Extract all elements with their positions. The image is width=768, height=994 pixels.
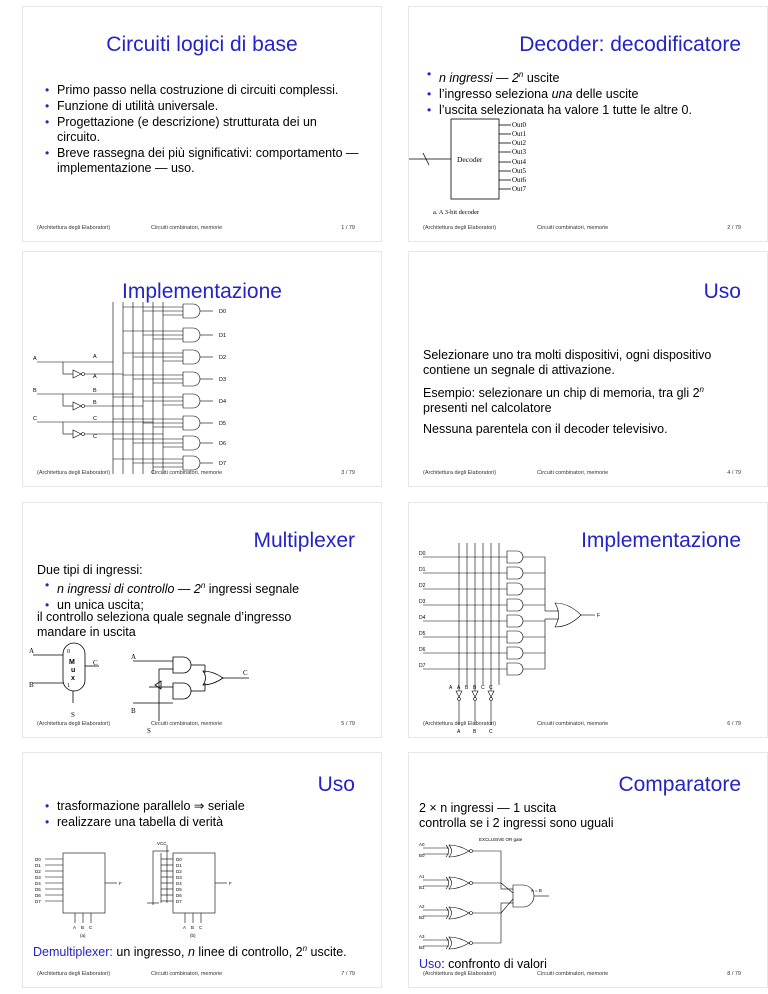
input-label: B3 [419,945,425,950]
select-label: B [473,729,477,735]
inverter-label: C [481,685,485,691]
input-label: D4 [35,881,41,886]
outro-text: il controllo seleziona quale segnale d’ingresso mandare in uscita [37,610,292,639]
page-number: 8 / 79 [727,971,741,977]
inverter-label: A [449,685,453,691]
output-label: D3 [219,377,227,383]
demux-em: n [187,945,195,960]
data-input-label: D4 [419,615,426,621]
slide-title: Implementazione [122,280,282,303]
demux-term: Demultiplexer: [33,945,113,960]
mux-letter: u [71,667,76,674]
bullet: • realizzare una tabella di verità [43,815,363,830]
bullet: • trasformazione parallelo ⇒ seriale [43,799,363,814]
wire-label: C [93,434,97,440]
wire-label: B [93,400,97,406]
paragraph: Selezionare uno tra molti dispositivi, ogni dispositivo contiene un segnale di attivazione. [423,348,712,377]
mux-input-b: B [29,681,34,689]
footer-topic: Circuiti combinatori, memorie [537,470,609,476]
bullet-post: ingressi segnale [205,582,300,597]
output-label: F [119,881,122,886]
input-label: D7 [176,899,182,904]
select-label: C [199,925,203,930]
mux-letter: x [71,675,75,682]
footer-topic: Circuiti combinatori, memorie [151,721,223,727]
select-label: A [457,729,461,735]
input-label: B1 [419,885,425,890]
inverter-label: B [473,685,477,691]
decoder-figure: 3 Decoder Out0 Out1 Out2 Out3 Out4 Out5 Out6 Out7 a. A 3-bit decoder [401,121,526,216]
page-number: 5 / 79 [341,721,355,727]
input-label: D3 [35,875,41,880]
bullet: • un unica uscita; [43,598,363,613]
select-label: A [73,925,77,930]
output-label: D2 [219,355,227,361]
data-input-label: D3 [419,599,426,605]
select-label: B [191,925,195,930]
bullet: • l’uscita selezionata ha valore 1 tutte le altre 0. [425,103,755,118]
description: 2 × n ingressi — 1 uscita [419,801,557,815]
slide-7 [22,752,382,988]
page-number: 1 / 79 [341,225,355,231]
footer-course: (Architettura degli Elaboratori) [37,225,111,231]
slide-title: Uso [317,773,355,796]
output-label: D6 [219,441,227,447]
output-label: D1 [219,333,227,339]
bullet: • Breve rassegna dei più significativi: comportamento — implementazione — uso. [43,146,363,176]
data-input-label: D1 [419,567,426,573]
gate-select: S [147,727,151,735]
output-label: A = B [531,888,542,893]
inverter-label: B [465,685,469,691]
bullet-pre: n ingressi di controllo — 2 [57,582,201,597]
input-label: B2 [419,915,425,920]
select-label: C [89,925,93,930]
superscript: n [200,581,206,590]
input-label: B0 [419,853,425,858]
output-label: D5 [219,421,227,427]
paragraph [423,382,723,416]
slide-3 [22,251,382,487]
mux-letter: M [69,659,75,666]
demux-text: un ingresso, [112,945,188,960]
superscript: n [518,70,524,79]
input-label: D5 [176,887,182,892]
input-label: D5 [35,887,41,892]
footer-topic: Circuiti combinatori, memorie [151,971,223,977]
input-label: D0 [176,857,182,862]
multiplexer-circuit [409,503,768,738]
output-label: Out0 [512,121,526,129]
footer-topic: Circuiti combinatori, memorie [537,971,609,977]
xor-gate-label: EXCLUSIVE OR gate [479,837,523,842]
paragraph: Nessuna parentela con il decoder televisivo. [423,422,668,436]
input-label: D7 [35,899,41,904]
bullet-post: delle uscite [572,87,639,102]
slide-title: Comparatore [618,773,741,796]
demux-text: uscite. [307,945,347,960]
figure-caption: (a) [80,933,86,938]
bullet: • Funzione di utilità universale. [43,99,363,114]
input-label: B [33,388,37,394]
demux-definition [33,941,363,960]
output-label: F [597,613,601,619]
wire-label: A [93,374,97,380]
figure-caption: (b) [190,933,196,938]
input-label: D6 [176,893,182,898]
output-label: Out6 [512,176,526,184]
vcc-label: VCC [157,841,167,846]
footer-course: (Architettura degli Elaboratori) [37,721,111,727]
bullet-post: uscite [523,71,560,86]
input-label: A1 [419,874,425,879]
paragraph-text: Esempio: selezionare un chip di memoria, tra gli 2 [423,386,700,401]
slide-title: Decoder: decodificatore [519,33,741,56]
slide-footer [23,971,381,981]
paragraph-text: presenti nel calcolatore [423,401,552,416]
gate-input-b: B [131,707,136,715]
usage-term: Uso [419,957,442,971]
input-label: A3 [419,934,425,939]
mux-output: C [93,659,98,667]
data-input-label: D2 [419,583,426,589]
slide-footer [23,721,381,731]
input-label: A [33,356,37,362]
output-label: D0 [219,309,227,315]
slide-footer [409,721,767,731]
output-label: F [229,881,232,886]
wire-label: A [93,354,97,360]
slide-4 [408,251,768,487]
gate-output: C [243,669,248,677]
slide-footer [409,971,767,981]
page-number: 7 / 79 [341,971,355,977]
data-input-label: D0 [419,551,426,557]
input-label: A0 [419,842,425,847]
input-label: C [33,416,37,422]
decoder-circuit [23,252,382,487]
footer-course: (Architettura degli Elaboratori) [37,971,111,977]
footer-course: (Architettura degli Elaboratori) [423,971,497,977]
multiplexer-figure [23,503,382,738]
description: controlla se i 2 ingressi sono uguali [419,816,614,830]
input-label: D2 [35,869,41,874]
slide-2 [401,6,768,242]
output-label: Out7 [512,185,526,193]
footer-topic: Circuiti combinatori, memorie [537,721,609,727]
slide-title: Multiplexer [253,529,355,552]
data-input-label: D5 [419,631,426,637]
output-label: D7 [219,461,227,467]
mux-select: S [71,711,75,719]
bullet-pre: n ingressi — 2 [439,71,519,86]
inverter-label: A [457,685,461,691]
input-label: D4 [176,881,182,886]
slide-footer [23,225,381,235]
slide-footer [409,225,767,235]
input-label: D1 [176,863,182,868]
intro-text: Due tipi di ingressi: [37,563,143,577]
slide-5 [22,502,382,738]
output-label: D4 [219,399,227,405]
usage-text: : confronto di valori [441,957,547,971]
select-label: C [489,729,493,735]
superscript: n [699,385,704,394]
bullet: • Primo passo nella costruzione di circuiti complessi. [43,83,363,98]
gate-input-a: A [131,653,137,661]
footer-course: (Architettura degli Elaboratori) [423,225,497,231]
wire-label: C [93,416,97,422]
page-number: 4 / 79 [727,470,741,476]
emphasis: una [551,87,573,102]
page-number: 3 / 79 [341,470,355,476]
select-label: B [81,925,85,930]
input-label: D6 [35,893,41,898]
footer-topic: Circuiti combinatori, memorie [151,225,223,231]
output-label: Out5 [512,167,526,175]
output-label: Out2 [512,139,526,147]
wire-label: B [93,388,97,394]
select-label: A [183,925,187,930]
slide-title: Uso [703,280,741,303]
input-label: D3 [176,875,182,880]
page-number: 2 / 79 [727,225,741,231]
input-label: D1 [35,863,41,868]
mux-input-a: A [29,647,35,655]
slide-1 [22,6,382,242]
data-input-label: D6 [419,647,426,653]
slide-6 [408,502,768,738]
mux-port-1: 1 [67,683,70,689]
data-input-label: D7 [419,663,426,669]
input-label: D0 [35,857,41,862]
figure-caption: a. A 3-bit decoder [433,209,480,216]
usage-line [419,957,547,972]
decoder-box-label: Decoder [457,155,483,164]
footer-course: (Architettura degli Elaboratori) [37,470,111,476]
output-label: Out1 [512,130,526,138]
comparator-figure [409,753,768,988]
footer-course: (Architettura degli Elaboratori) [423,470,497,476]
bullet-pre: l’ingresso seleziona [439,87,552,102]
input-label: A2 [419,904,425,909]
output-label: Out3 [512,148,526,156]
slide-title: Circuiti logici di base [106,33,298,56]
bullet-list [43,83,363,177]
bullet: • Progettazione (e descrizione) strutturata dei un circuito. [43,115,363,145]
footer-topic: Circuiti combinatori, memorie [151,470,223,476]
slide-8 [408,752,768,988]
slide-footer [23,470,381,480]
input-label: D2 [176,869,182,874]
superscript: n [302,944,308,953]
demux-text: linee di controllo, 2 [194,945,303,960]
footer-topic: Circuiti combinatori, memorie [537,225,609,231]
mux-port-0: 0 [67,649,70,655]
page-number: 6 / 79 [727,721,741,727]
footer-course: (Architettura degli Elaboratori) [423,721,497,727]
slide-title: Implementazione [581,529,741,552]
slide-footer [409,470,767,480]
output-label: Out4 [512,158,526,166]
inverter-label: C [489,685,493,691]
